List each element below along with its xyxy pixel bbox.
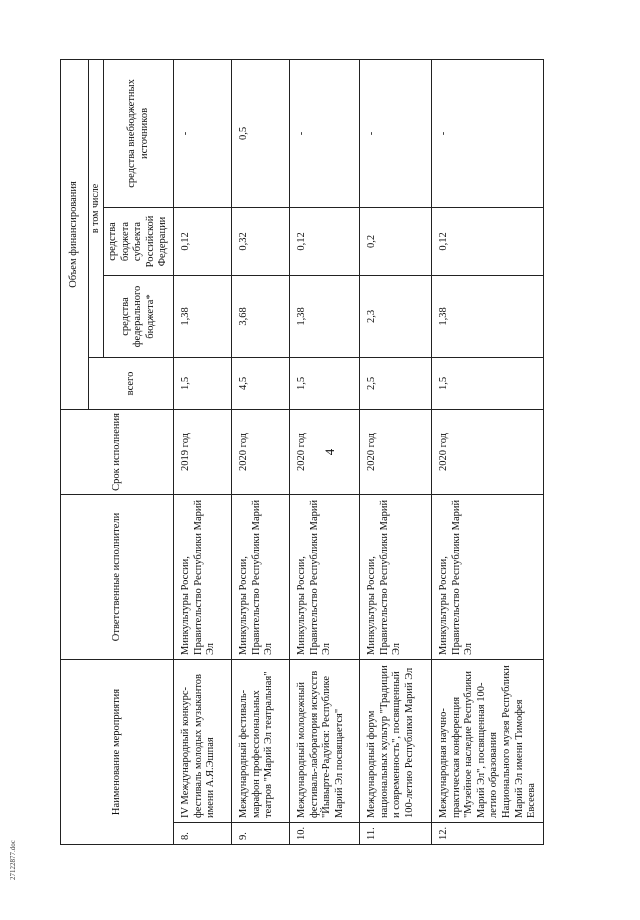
row-extra: -	[290, 59, 360, 207]
row-name: Международный форум национальных культур "Традиции и современность", посвященный 100-летию Республики Марий Эл	[360, 659, 432, 822]
table-row	[290, 59, 360, 844]
row-executors: Минкультуры России, Правительство Республики Марий Эл	[232, 494, 290, 659]
row-total: 1,5	[290, 357, 360, 409]
header-name: Наименование мероприятия	[61, 659, 174, 844]
row-federal: 1,38	[290, 275, 360, 357]
row-number: 12.	[432, 823, 544, 845]
row-federal: 1,38	[432, 275, 544, 357]
row-number: 10.	[290, 823, 360, 845]
row-name: Международный фестиваль-марафон профессиональных театров "Марий Эл театральная"	[232, 659, 290, 822]
row-executors: Минкультуры России, Правительство Республики Марий Эл	[432, 494, 544, 659]
row-extra: 0,5	[232, 59, 290, 207]
footer-file-code: 27122877.doc	[9, 840, 17, 880]
row-regional: 0,12	[290, 207, 360, 275]
row-regional: 0,12	[432, 207, 544, 275]
row-regional: 0,12	[174, 207, 232, 275]
row-total: 1,5	[432, 357, 544, 409]
row-executors: Минкультуры России, Правительство Республики Марий Эл	[360, 494, 432, 659]
row-total: 4,5	[232, 357, 290, 409]
header-funding: Объем финансирования	[61, 59, 89, 409]
row-term: 2020 год	[232, 409, 290, 494]
row-total: 2,5	[360, 357, 432, 409]
table-body	[174, 59, 544, 844]
header-including: в том числе	[89, 59, 104, 357]
header-term: Срок исполнения	[61, 409, 174, 494]
row-extra: -	[432, 59, 544, 207]
header-regional: средства бюджета субъекта Российской Федерации	[104, 207, 174, 275]
header-executors: Ответственные исполнители	[61, 494, 174, 659]
row-federal: 1,38	[174, 275, 232, 357]
row-regional: 0,32	[232, 207, 290, 275]
header-row-1	[61, 59, 89, 844]
row-number: 9.	[232, 823, 290, 845]
table-row	[174, 59, 232, 844]
header-extra: средства внебюджетных источников	[104, 59, 174, 207]
row-federal: 2,3	[360, 275, 432, 357]
funding-table	[60, 59, 544, 845]
row-term: 2020 год	[360, 409, 432, 494]
row-name: IV Международный конкурс-фестиваль молодых музыкантов имени А.Я.Эшпая	[174, 659, 232, 822]
row-extra: -	[174, 59, 232, 207]
row-term: 2020 год	[290, 409, 360, 494]
row-number: 11.	[360, 823, 432, 845]
table-row	[232, 59, 290, 844]
row-extra: -	[360, 59, 432, 207]
row-executors: Минкультуры России, Правительство Республики Марий Эл	[174, 494, 232, 659]
row-name: Международная научно-практическая конференция "Музейное наследие Республики Марий Эл", посвященная 100-летию образования Национального музея Республики Марий Эл имени Тимофея Евсеева	[432, 659, 544, 822]
table-row	[432, 59, 544, 844]
page-number: 4	[322, 448, 337, 456]
table-row	[360, 59, 432, 844]
row-term: 2020 год	[432, 409, 544, 494]
row-regional: 0,2	[360, 207, 432, 275]
rotated-table-container	[60, 60, 610, 845]
row-term: 2019 год	[174, 409, 232, 494]
header-total: всего	[89, 357, 174, 409]
header-federal: средства федерального бюджета*	[104, 275, 174, 357]
row-total: 1,5	[174, 357, 232, 409]
row-number: 8.	[174, 823, 232, 845]
row-federal: 3,68	[232, 275, 290, 357]
row-executors: Минкультуры России, Правительство Республики Марий Эл	[290, 494, 360, 659]
row-name: Международный молодежный фестиваль-лаборатория искусств "Йывырте-Радуйся: Республике Марий Эл посвящается"	[290, 659, 360, 822]
